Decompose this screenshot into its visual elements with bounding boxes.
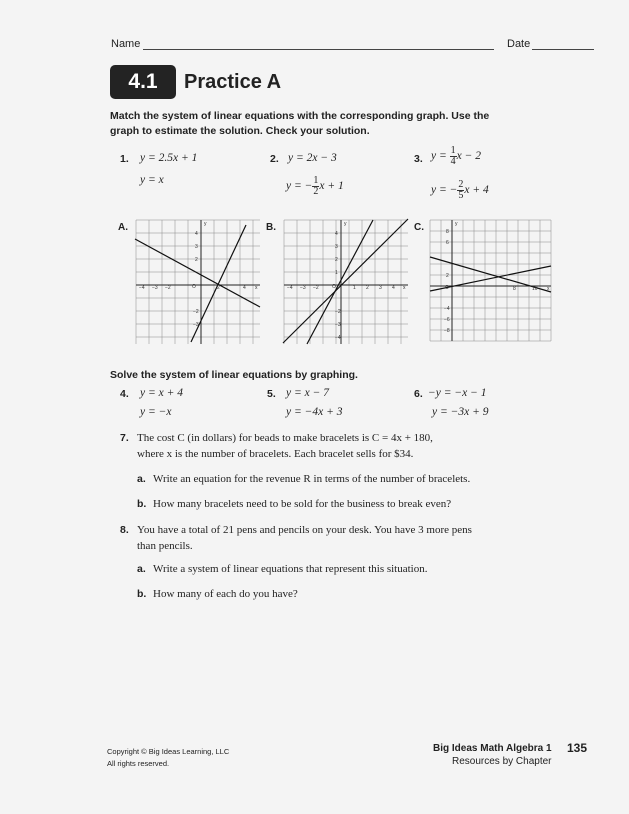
svg-text:−3: −3 (300, 285, 306, 291)
graph-c-origin: O (445, 285, 449, 291)
svg-text:4: 4 (335, 231, 338, 237)
svg-text:−2: −2 (165, 285, 171, 291)
svg-text:y: y (455, 221, 458, 227)
svg-text:3: 3 (335, 244, 338, 250)
problem-2-eq1: y = 2x − 3 (288, 152, 337, 164)
graph-a-origin: O (192, 284, 196, 290)
footer-resources: Resources by Chapter (452, 756, 552, 767)
svg-text:−6: −6 (444, 317, 450, 323)
date-label: Date (507, 38, 531, 50)
problem-7-text-1: The cost C (in dollars) for beads to make bracelets is C = 4x + 180, (137, 432, 433, 444)
svg-text:y: y (204, 221, 207, 227)
svg-text:−2: −2 (313, 285, 319, 291)
problem-8-text-1: You have a total of 21 pens and pencils on your desk. You have 3 more pens (137, 524, 472, 536)
svg-text:10: 10 (532, 286, 538, 292)
graph-a-line-2 (191, 225, 246, 342)
svg-text:−4: −4 (444, 306, 450, 312)
svg-text:1: 1 (335, 270, 338, 276)
problem-5-eq1: y = x − 7 (286, 387, 329, 399)
problem-6-eq2: y = −3x + 9 (432, 406, 489, 418)
problem-4-number: 4. (120, 388, 129, 400)
svg-text:6: 6 (446, 240, 449, 246)
instructions-match: Match the system of linear equations with the corresponding graph. Use the graph to estimate the solution. Check your solution. (110, 110, 490, 137)
svg-text:3: 3 (379, 285, 382, 291)
problem-1-eq1: y = 2.5x + 1 (140, 152, 198, 164)
svg-text:4: 4 (195, 231, 198, 237)
svg-text:−3: −3 (193, 322, 199, 328)
svg-text:4: 4 (243, 285, 246, 291)
problem-6-number: 6. (414, 388, 423, 400)
section-title: Practice A (184, 71, 282, 93)
problem-2-number: 2. (270, 153, 279, 165)
graph-b (281, 217, 411, 352)
problem-7-text-2: where x is the number of bracelets. Each bracelet sells for $34. (137, 448, 414, 460)
name-line[interactable] (143, 49, 494, 50)
svg-text:y: y (344, 221, 347, 227)
instructions-graphing: Solve the system of linear equations by graphing. (110, 369, 358, 381)
svg-text:−4: −4 (287, 285, 293, 291)
svg-text:−3: −3 (152, 285, 158, 291)
graph-c-label: C. (414, 222, 424, 233)
problem-7-number: 7. (120, 432, 129, 444)
name-label: Name (111, 38, 141, 50)
problem-8b-text: How many of each do you have? (153, 588, 298, 600)
problem-1-eq2: y = x (140, 174, 164, 186)
problem-8a-label: a. (137, 563, 146, 575)
section-number-badge: 4.1 (110, 65, 176, 99)
svg-text:−2: −2 (193, 309, 199, 315)
problem-7a-label: a. (137, 473, 146, 485)
svg-text:3: 3 (195, 244, 198, 250)
problem-8-text-2: than pencils. (137, 540, 193, 552)
svg-text:x: x (255, 285, 258, 291)
problem-2-eq2: y = − $\frac{1}{2}$ x + 1 (286, 175, 344, 197)
problem-4-eq1: y = x + 4 (140, 387, 183, 399)
svg-text:−4: −4 (335, 335, 341, 341)
problem-8a-text: Write a system of linear equations that represent this situation. (153, 563, 428, 575)
problem-7b-text: How many bracelets need to be sold for the business to break even? (153, 498, 452, 510)
problem-8b-label: b. (137, 588, 147, 600)
graph-b-origin: O (332, 284, 336, 290)
page-number: 135 (567, 741, 588, 755)
problem-8-number: 8. (120, 524, 129, 536)
problem-3-number: 3. (414, 153, 423, 165)
svg-text:−2: −2 (335, 309, 341, 315)
problem-7b-label: b. (137, 498, 147, 510)
problem-4-eq2: y = −x (140, 406, 172, 418)
svg-text:2: 2 (446, 273, 449, 279)
svg-text:2: 2 (335, 257, 338, 263)
svg-text:−3: −3 (335, 322, 341, 328)
problem-5-number: 5. (267, 388, 276, 400)
graph-a-label: A. (118, 222, 128, 233)
svg-text:x: x (547, 286, 550, 292)
svg-text:1: 1 (353, 285, 356, 291)
svg-text:8: 8 (513, 286, 516, 292)
svg-text:2: 2 (366, 285, 369, 291)
svg-text:−8: −8 (444, 328, 450, 334)
problem-6-eq1: −y = −x − 1 (428, 387, 487, 399)
problem-1-number: 1. (120, 153, 129, 165)
problem-5-eq2: y = −4x + 3 (286, 406, 343, 418)
problem-3-eq2: y = − $\frac{2}{5}$ x + 4 (431, 179, 489, 201)
graph-c (427, 217, 555, 350)
svg-text:x: x (403, 285, 406, 291)
graph-a (133, 217, 263, 352)
svg-text:4: 4 (392, 285, 395, 291)
footer-book-title: Big Ideas Math Algebra 1 (433, 743, 552, 754)
footer-copyright: Copyright © Big Ideas Learning, LLC (107, 747, 230, 756)
svg-text:−4: −4 (139, 285, 145, 291)
svg-text:2: 2 (195, 257, 198, 263)
problem-7a-text: Write an equation for the revenue R in terms of the number of bracelets. (153, 473, 471, 485)
problem-3-eq1: y = $\frac{1}{4}$ x − 2 (431, 145, 481, 167)
graph-b-label: B. (266, 222, 276, 233)
graph-b-line-1 (283, 219, 408, 343)
svg-text:2: 2 (217, 285, 220, 291)
footer-rights: All rights reserved. (107, 759, 170, 768)
date-line[interactable] (532, 49, 594, 50)
svg-text:8: 8 (446, 229, 449, 235)
